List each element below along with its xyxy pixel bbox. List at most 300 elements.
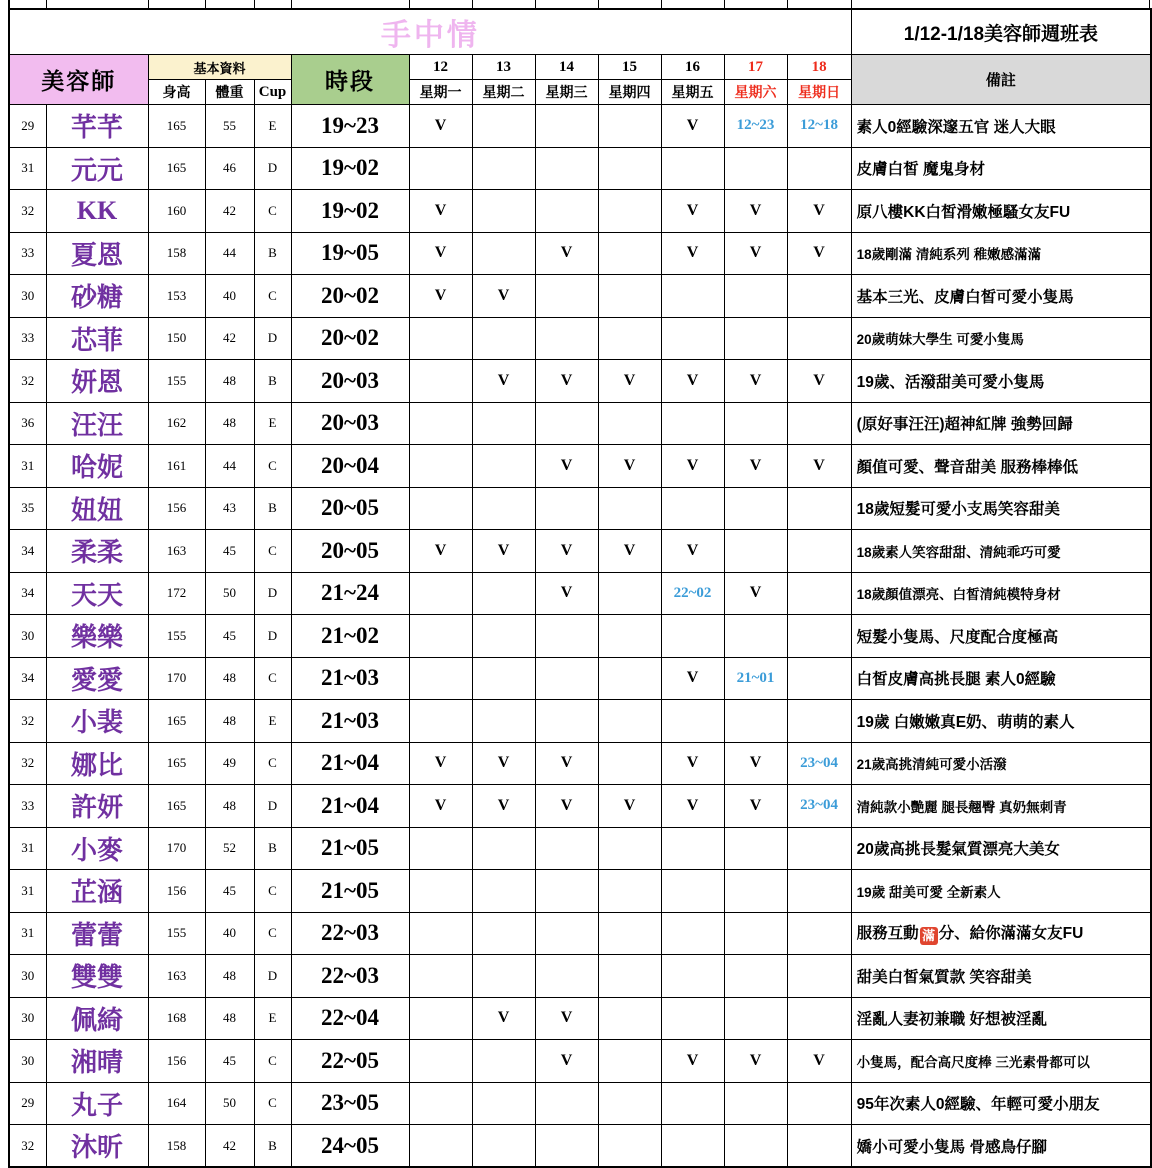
day-cell: V: [661, 530, 724, 573]
day-cell: [724, 402, 787, 445]
day-cell: [535, 147, 598, 190]
time-slot-cell: 21~24: [291, 572, 409, 615]
day-cell: [472, 445, 535, 488]
day-cell: [787, 487, 851, 530]
day-cell: V: [472, 785, 535, 828]
day-cell: [724, 870, 787, 913]
day-cell: [598, 1040, 661, 1083]
staff-column-header: 美容師: [9, 55, 148, 105]
note-cell: 19歲 甜美可愛 全新素人: [851, 870, 1151, 913]
table-row: [9, 997, 1151, 1040]
weight-cell: 42: [205, 317, 254, 360]
table-row: [9, 785, 1151, 828]
time-slot-cell: 21~05: [291, 827, 409, 870]
day-cell: [472, 912, 535, 955]
cup-cell: B: [254, 360, 291, 403]
day-cell: V: [724, 572, 787, 615]
time-slot-cell: 21~02: [291, 615, 409, 658]
weekday-header: 星期六: [724, 80, 787, 105]
table-row: [9, 105, 1151, 148]
day-cell: [409, 870, 472, 913]
cup-cell: C: [254, 530, 291, 573]
day-cell: [535, 317, 598, 360]
date-header: 18: [787, 55, 851, 80]
day-cell: [598, 615, 661, 658]
day-cell: [598, 572, 661, 615]
cup-cell: C: [254, 1040, 291, 1083]
day-cell: [598, 742, 661, 785]
day-cell: V: [724, 742, 787, 785]
staff-name: 天天: [46, 572, 148, 615]
height-cell: 155: [148, 615, 205, 658]
day-cell: [598, 275, 661, 318]
note-cell: 清純款小艷麗 腿長翹臀 真奶無刺青: [851, 785, 1151, 828]
day-cell: [472, 1040, 535, 1083]
weight-cell: 45: [205, 530, 254, 573]
cup-cell: D: [254, 615, 291, 658]
weight-cell: 52: [205, 827, 254, 870]
sliver-cell: [47, 0, 149, 8]
row-number: 30: [9, 615, 46, 658]
time-slot-cell: 20~05: [291, 487, 409, 530]
day-cell: 12~23: [724, 105, 787, 148]
day-cell: V: [472, 530, 535, 573]
day-cell: V: [661, 785, 724, 828]
day-cell: [535, 700, 598, 743]
weight-cell: 48: [205, 785, 254, 828]
day-cell: V: [535, 742, 598, 785]
row-number: 35: [9, 487, 46, 530]
day-cell: [409, 1082, 472, 1125]
note-text: 分、給你滿滿女友FU: [938, 925, 1084, 943]
weight-cell: 48: [205, 997, 254, 1040]
row-number: 32: [9, 360, 46, 403]
day-cell: V: [787, 360, 851, 403]
weekday-header: 星期二: [472, 80, 535, 105]
time-slot-cell: 22~04: [291, 997, 409, 1040]
day-cell: [661, 1082, 724, 1125]
day-cell: [661, 912, 724, 955]
day-cell: V: [598, 530, 661, 573]
note-cell: 20歲高挑長髮氣質漂亮大美女: [851, 827, 1151, 870]
weight-cell: 50: [205, 572, 254, 615]
schedule-week-title: 1/12-1/18美容師週班表: [851, 9, 1151, 55]
day-cell: 23~04: [787, 785, 851, 828]
height-cell: 168: [148, 997, 205, 1040]
day-cell: [598, 147, 661, 190]
row-number: 32: [9, 1125, 46, 1168]
weight-cell: 40: [205, 275, 254, 318]
row-number: 30: [9, 997, 46, 1040]
row-number: 34: [9, 572, 46, 615]
day-cell: [598, 997, 661, 1040]
cup-cell: C: [254, 275, 291, 318]
day-cell: [661, 487, 724, 530]
day-cell: [535, 1082, 598, 1125]
day-cell: V: [724, 190, 787, 233]
table-row: [9, 275, 1151, 318]
cup-cell: E: [254, 105, 291, 148]
height-cell: 160: [148, 190, 205, 233]
weight-cell: 42: [205, 190, 254, 233]
day-cell: [598, 870, 661, 913]
day-cell: [598, 657, 661, 700]
note-cell: 18歲剛滿 清純系列 稚嫩感滿滿: [851, 232, 1151, 275]
day-cell: [661, 1125, 724, 1168]
staff-name: 蕾蕾: [46, 912, 148, 955]
day-cell: V: [787, 232, 851, 275]
day-cell: [472, 657, 535, 700]
weekday-header: 星期五: [661, 80, 724, 105]
time-slot-cell: 23~05: [291, 1082, 409, 1125]
row-number: 33: [9, 232, 46, 275]
page-title: 手中情: [9, 9, 851, 55]
table-row: [9, 870, 1151, 913]
day-cell: [598, 912, 661, 955]
notes-column-header: 備註: [851, 55, 1151, 105]
staff-name: 許妍: [46, 785, 148, 828]
height-cell: 163: [148, 955, 205, 998]
day-cell: V: [535, 530, 598, 573]
row-number: 30: [9, 955, 46, 998]
day-cell: [724, 955, 787, 998]
day-cell: [409, 147, 472, 190]
day-cell: [724, 912, 787, 955]
table-row: [9, 317, 1151, 360]
title-row: [9, 9, 1151, 55]
day-cell: [535, 870, 598, 913]
day-cell: [535, 275, 598, 318]
table-row: [9, 1040, 1151, 1083]
day-cell: [598, 317, 661, 360]
header-row-dates: [9, 55, 1151, 80]
cup-cell: B: [254, 487, 291, 530]
day-cell: [535, 615, 598, 658]
day-cell: [409, 700, 472, 743]
sliver-cell: [292, 0, 410, 8]
day-cell: V: [661, 232, 724, 275]
day-cell: V: [724, 785, 787, 828]
time-slot-cell: 20~04: [291, 445, 409, 488]
day-cell: [787, 147, 851, 190]
table-row: [9, 572, 1151, 615]
weight-cell: 45: [205, 1040, 254, 1083]
day-cell: [724, 1082, 787, 1125]
weight-cell: 45: [205, 615, 254, 658]
note-cell: 皮膚白皙 魔鬼身材: [851, 147, 1151, 190]
row-number: 31: [9, 147, 46, 190]
time-slot-cell: 21~03: [291, 657, 409, 700]
height-cell: 163: [148, 530, 205, 573]
day-cell: [535, 827, 598, 870]
note-cell: 95年次素人0經驗、年輕可愛小朋友: [851, 1082, 1151, 1125]
weight-cell: 43: [205, 487, 254, 530]
day-cell: V: [409, 232, 472, 275]
time-slot-header: 時段: [291, 55, 409, 105]
staff-name: 樂樂: [46, 615, 148, 658]
day-cell: 22~02: [661, 572, 724, 615]
day-cell: [409, 1125, 472, 1168]
weight-cell: 45: [205, 870, 254, 913]
row-number: 31: [9, 827, 46, 870]
time-slot-cell: 20~03: [291, 402, 409, 445]
staff-name: 元元: [46, 147, 148, 190]
day-cell: V: [535, 1040, 598, 1083]
date-header: 12: [409, 55, 472, 80]
height-cell: 165: [148, 105, 205, 148]
table-row: [9, 657, 1151, 700]
sliver-cell: [599, 0, 662, 8]
day-cell: 21~01: [724, 657, 787, 700]
day-cell: [472, 402, 535, 445]
day-cell: V: [724, 232, 787, 275]
time-slot-cell: 19~02: [291, 147, 409, 190]
day-cell: [787, 615, 851, 658]
day-cell: V: [409, 275, 472, 318]
staff-name: 小裴: [46, 700, 148, 743]
weekday-header: 星期日: [787, 80, 851, 105]
schedule-table: [8, 8, 1152, 1168]
height-cell: 170: [148, 657, 205, 700]
date-header: 14: [535, 55, 598, 80]
day-cell: [724, 827, 787, 870]
day-cell: [535, 912, 598, 955]
time-slot-cell: 22~05: [291, 1040, 409, 1083]
day-cell: [472, 1125, 535, 1168]
day-cell: [661, 700, 724, 743]
day-cell: [787, 1082, 851, 1125]
staff-name: 小麥: [46, 827, 148, 870]
note-cell: 顏值可愛、聲音甜美 服務棒棒低: [851, 445, 1151, 488]
time-slot-cell: 19~23: [291, 105, 409, 148]
weight-cell: 42: [205, 1125, 254, 1168]
time-slot-cell: 22~03: [291, 955, 409, 998]
day-cell: [724, 700, 787, 743]
cup-cell: D: [254, 785, 291, 828]
weight-cell: 49: [205, 742, 254, 785]
time-slot-cell: 19~02: [291, 190, 409, 233]
day-cell: [598, 955, 661, 998]
day-cell: [472, 1082, 535, 1125]
time-slot-cell: 21~04: [291, 742, 409, 785]
note-cell: (原好事汪汪)超神紅牌 強勢回歸: [851, 402, 1151, 445]
table-row: [9, 700, 1151, 743]
day-cell: V: [724, 445, 787, 488]
day-cell: [787, 827, 851, 870]
height-cell: 155: [148, 360, 205, 403]
day-cell: [787, 275, 851, 318]
staff-name: 娜比: [46, 742, 148, 785]
row-number: 31: [9, 445, 46, 488]
weight-cell: 48: [205, 657, 254, 700]
note-cell: 白皙皮膚高挑長腿 素人0經驗: [851, 657, 1151, 700]
day-cell: [472, 232, 535, 275]
day-cell: [409, 402, 472, 445]
day-cell: V: [472, 997, 535, 1040]
date-header: 13: [472, 55, 535, 80]
note-cell: 18歲短髮可愛小支馬笑容甜美: [851, 487, 1151, 530]
day-cell: V: [661, 742, 724, 785]
weight-cell: 46: [205, 147, 254, 190]
day-cell: [409, 445, 472, 488]
sliver-cell: [788, 0, 852, 8]
day-cell: [724, 530, 787, 573]
table-row: [9, 190, 1151, 233]
cutoff-row-sliver: [8, 0, 1150, 8]
day-cell: [661, 870, 724, 913]
cup-cell: E: [254, 997, 291, 1040]
day-cell: [787, 912, 851, 955]
day-cell: [472, 105, 535, 148]
day-cell: [724, 487, 787, 530]
day-cell: [598, 190, 661, 233]
table-row: [9, 147, 1151, 190]
weight-cell: 44: [205, 232, 254, 275]
day-cell: [661, 615, 724, 658]
day-cell: [409, 317, 472, 360]
day-cell: [409, 487, 472, 530]
day-cell: [535, 955, 598, 998]
height-cell: 170: [148, 827, 205, 870]
table-row: [9, 955, 1151, 998]
day-cell: V: [661, 105, 724, 148]
cup-cell: D: [254, 955, 291, 998]
day-cell: V: [724, 1040, 787, 1083]
day-cell: [472, 870, 535, 913]
day-cell: [787, 955, 851, 998]
table-row: [9, 615, 1151, 658]
height-cell: 161: [148, 445, 205, 488]
day-cell: [787, 997, 851, 1040]
sliver-cell: [662, 0, 725, 8]
row-number: 33: [9, 785, 46, 828]
time-slot-cell: 20~03: [291, 360, 409, 403]
staff-name: 柔柔: [46, 530, 148, 573]
cup-cell: B: [254, 232, 291, 275]
staff-name: 妞妞: [46, 487, 148, 530]
height-cell: 153: [148, 275, 205, 318]
weight-cell: 44: [205, 445, 254, 488]
table-row: [9, 445, 1151, 488]
day-cell: [661, 955, 724, 998]
day-cell: [598, 1125, 661, 1168]
height-cell: 172: [148, 572, 205, 615]
staff-name: 妍恩: [46, 360, 148, 403]
basic-info-header: 基本資料: [148, 55, 291, 80]
cup-cell: D: [254, 147, 291, 190]
day-cell: [472, 317, 535, 360]
day-cell: V: [661, 190, 724, 233]
date-header: 15: [598, 55, 661, 80]
table-row: [9, 742, 1151, 785]
staff-name: 沐昕: [46, 1125, 148, 1168]
time-slot-cell: 21~05: [291, 870, 409, 913]
note-text: 服務互動: [856, 925, 919, 943]
weight-cell: 48: [205, 700, 254, 743]
date-header: 16: [661, 55, 724, 80]
day-cell: [472, 487, 535, 530]
day-cell: [661, 402, 724, 445]
day-cell: [409, 955, 472, 998]
cup-cell: E: [254, 402, 291, 445]
day-cell: [724, 997, 787, 1040]
weekday-header: 星期一: [409, 80, 472, 105]
day-cell: V: [472, 742, 535, 785]
day-cell: V: [409, 190, 472, 233]
staff-name: 雙雙: [46, 955, 148, 998]
day-cell: V: [535, 997, 598, 1040]
day-cell: [787, 572, 851, 615]
day-cell: [598, 487, 661, 530]
day-cell: V: [724, 360, 787, 403]
note-cell: [851, 912, 1151, 955]
day-cell: 12~18: [787, 105, 851, 148]
row-number: 36: [9, 402, 46, 445]
day-cell: [472, 572, 535, 615]
day-cell: [535, 190, 598, 233]
cup-cell: C: [254, 870, 291, 913]
height-cell: 158: [148, 232, 205, 275]
cup-cell: D: [254, 317, 291, 360]
day-cell: V: [535, 360, 598, 403]
cup-cell: E: [254, 700, 291, 743]
cup-header: Cup: [254, 80, 291, 105]
table-row: [9, 827, 1151, 870]
staff-name: 芊芊: [46, 105, 148, 148]
table-row: [9, 487, 1151, 530]
staff-name: 丸子: [46, 1082, 148, 1125]
sliver-cell: [410, 0, 473, 8]
day-cell: [472, 955, 535, 998]
note-cell: 淫亂人妻初兼職 好想被淫亂: [851, 997, 1151, 1040]
cup-cell: C: [254, 190, 291, 233]
row-number: 32: [9, 742, 46, 785]
day-cell: [724, 615, 787, 658]
time-slot-cell: 20~05: [291, 530, 409, 573]
day-cell: [787, 657, 851, 700]
note-cell: 21歲高挑清純可愛小活潑: [851, 742, 1151, 785]
height-cell: 155: [148, 912, 205, 955]
time-slot-cell: 22~03: [291, 912, 409, 955]
day-cell: V: [535, 572, 598, 615]
day-cell: V: [598, 445, 661, 488]
day-cell: V: [787, 445, 851, 488]
day-cell: [661, 317, 724, 360]
sliver-cell: [852, 0, 1150, 8]
table-row: [9, 1125, 1151, 1168]
table-row: [9, 912, 1151, 955]
day-cell: V: [598, 360, 661, 403]
weight-cell: 40: [205, 912, 254, 955]
cup-cell: C: [254, 912, 291, 955]
staff-name: KK: [46, 190, 148, 233]
sliver-cell: [536, 0, 599, 8]
staff-name: 哈妮: [46, 445, 148, 488]
note-cell: 原八樓KK白皙滑嫩極騷女友FU: [851, 190, 1151, 233]
row-number: 31: [9, 870, 46, 913]
note-cell: 19歲 白嫩嫩真E奶、萌萌的素人: [851, 700, 1151, 743]
day-cell: [409, 827, 472, 870]
day-cell: V: [661, 657, 724, 700]
weight-cell: 48: [205, 402, 254, 445]
weight-header: 體重: [205, 80, 254, 105]
note-cell: 20歲萌妹大學生 可愛小隻馬: [851, 317, 1151, 360]
row-number: 32: [9, 700, 46, 743]
weekday-header: 星期三: [535, 80, 598, 105]
day-cell: [787, 870, 851, 913]
staff-name: 夏恩: [46, 232, 148, 275]
height-cell: 165: [148, 785, 205, 828]
